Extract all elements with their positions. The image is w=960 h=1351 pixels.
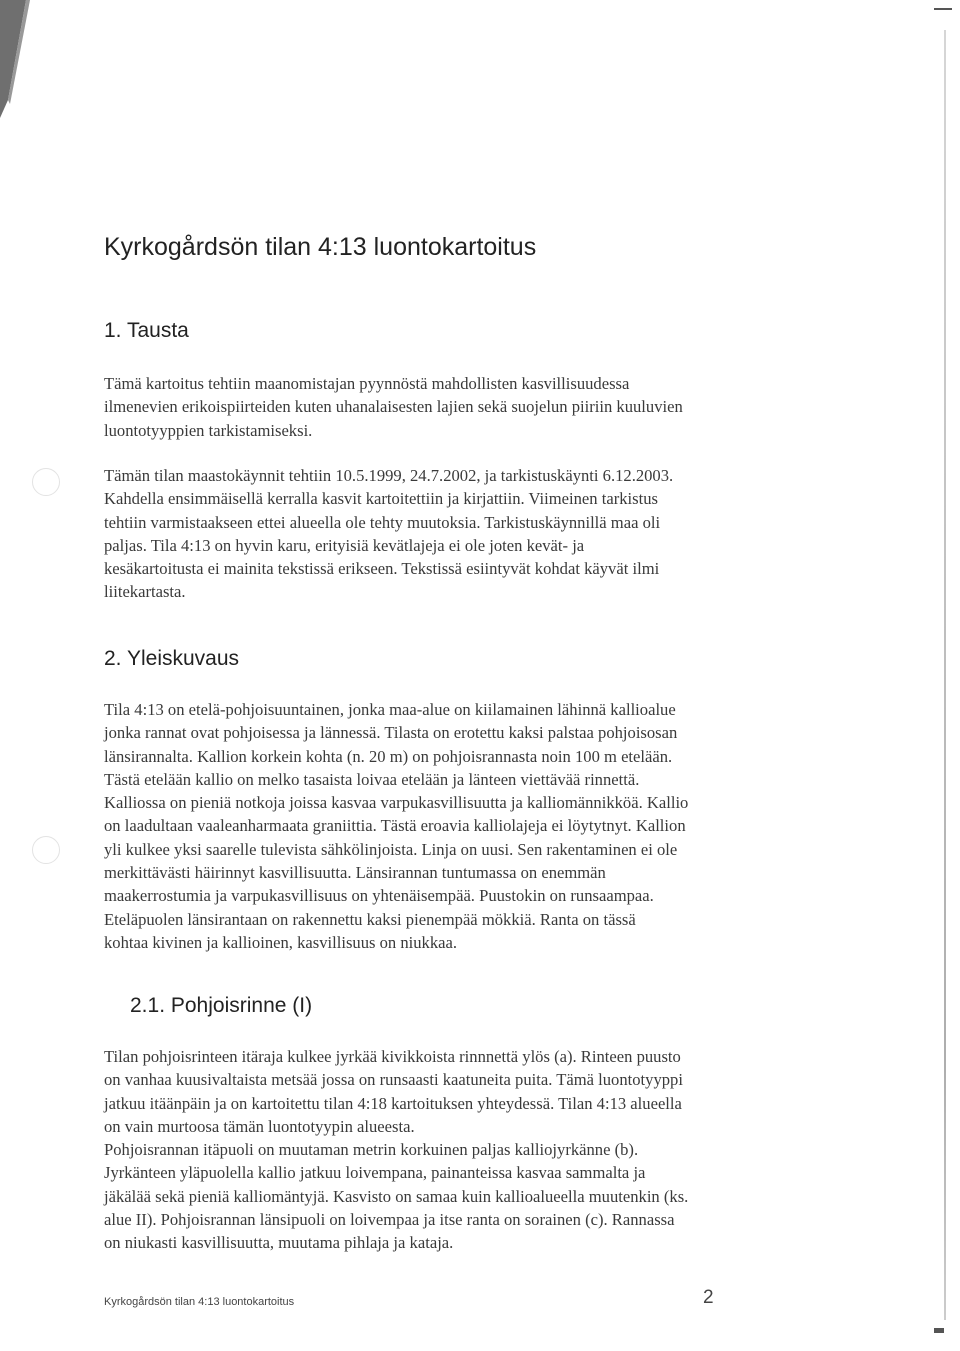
text-line: Eteläpuolen länsirantaan on rakennettu kaksi pienempää mökkiä. Ranta on tässä xyxy=(104,909,636,929)
text-line: on laadultaan vaaleanharmaata graniittia. Tästä eroavia kalliolajeja ei löytytnyt. Kallion xyxy=(104,816,686,836)
text-line: yli kulkee yksi saarelle tulevista sähkölinjoista. Linja on uusi. Sen rakentaminen ei ole xyxy=(104,839,678,859)
text-line: Pohjoisrannan itäpuoli on muutaman metrin korkuinen paljas kalliojyrkänne (b). xyxy=(104,1140,639,1160)
text-line: Tila 4:13 on etelä-pohjoisuuntainen, jonka maa-alue on kiilamainen lähinnä kallioalue xyxy=(104,700,676,719)
scan-mark xyxy=(934,8,952,10)
punch-hole xyxy=(32,836,60,864)
footer-title: Kyrkogårdsön tilan 4:13 luontokartoitus xyxy=(104,1296,295,1308)
text-line: Kalliossa on pieniä notkoja joissa kasvaa varpukasvillisuutta ja kalliomännikköä. Kallio xyxy=(104,793,689,813)
text-line: merkittävästi häirinnyt kasvillisuutta. Länsirannan tuntumassa on enemmän xyxy=(104,863,606,883)
text-line: jonka rannat ovat pohjoisessa ja lännessä. Tilasta on erotettu kaksi palstaa pohjoisosan xyxy=(104,723,678,743)
scan-corner-artifact xyxy=(0,0,60,120)
document-title: Kyrkogårdsön tilan 4:13 luontokartoitus xyxy=(104,233,537,261)
scan-mark xyxy=(934,1328,944,1333)
text-line: jatkuu itäänpäin ja on kartoitettu tilan 4:18 kartoituksen yhteydessä. Tilan 4:13 alueella xyxy=(104,1093,682,1113)
text-line: länsirannalta. Kallion korkein kohta (n. 20 m) on pohjoisrannasta noin 100 m etelään. xyxy=(104,746,673,766)
text-line: paljas. Tila 4:13 on hyvin karu, erityisiä kevätlajeja ei ole joten kevät- ja xyxy=(104,535,585,555)
text-line: alue II). Pohjoisrannan länsipuoli on loivempaa ja itse ranta on sorainen (c). Rannassa xyxy=(104,1210,675,1230)
text-line: on niukasti kasvillisuutta, muutama pihlaja ja kataja. xyxy=(104,1233,454,1253)
text-line: luontotyyppien tarkistamiseksi. xyxy=(104,420,313,440)
section-heading-tausta: 1. Tausta xyxy=(104,319,189,342)
paragraph-pohjoisrinne xyxy=(104,1045,784,1255)
text-line: kesäkartoitusta ei mainita tekstissä erikseen. Tekstissä esiintyvät kohdat käyvät ilmi xyxy=(104,559,660,579)
text-line: Tästä etelään kallio on melko tasaista loivaa etelään ja länteen viettävää rinnettä. xyxy=(104,769,640,789)
scan-edge-line xyxy=(944,30,946,1320)
text-line: Tämän tilan maastokäynnit tehtiin 10.5.1999, 24.7.2002, ja tarkistuskäynti 6.12.2003. xyxy=(104,466,674,485)
text-line: Tämä kartoitus tehtiin maanomistajan pyynnöstä mahdollisten kasvillisuudessa xyxy=(104,374,630,393)
text-line: on vain murtoosa tämän luontotyypin alueesta. xyxy=(104,1116,415,1136)
paragraph-yleiskuvaus xyxy=(104,698,784,954)
text-line: tehtiin varmistaakseen ettei alueella ole tehty muutoksia. Tarkistuskäynnillä maa oli xyxy=(104,512,661,532)
text-line: maakerrostumia ja varpukasvillisuus on yhtenäisempää. Puustokin on runsaampaa. xyxy=(104,886,654,906)
text-line: liitekartasta. xyxy=(104,582,186,602)
paragraph-tausta-2 xyxy=(104,464,784,604)
text-line: kohtaa kivinen ja kallioinen, kasvillisuus on niukkaa. xyxy=(104,932,458,952)
text-line: Tilan pohjoisrinteen itäraja kulkee jyrkää kivikkoista rinnnettä ylös (a). Rinteen puusto xyxy=(104,1047,681,1066)
section-heading-pohjoisrinne: 2.1. Pohjoisrinne (I) xyxy=(130,994,313,1017)
text-line: on vanhaa kuusivaltaista metsää jossa on runsaasti kaatuneita puita. Tämä luontotyyppi xyxy=(104,1070,683,1090)
text-line: Kahdella ensimmäisellä kerralla kasvit kartoitettiin ja kirjattiin. Viimeinen tarkistus xyxy=(104,489,658,509)
punch-hole xyxy=(32,468,60,496)
paragraph-tausta-1 xyxy=(104,372,784,442)
text-line: ilmenevien erikoispiirteiden kuten uhanalaisesten lajien sekä suojelun piiriin kuuluvien xyxy=(104,397,683,417)
text-line: jäkälää sekä pieniä kalliomäntyjä. Kasvisto on samaa kuin kallioalueella muutenkin (ks. xyxy=(104,1186,689,1206)
text-line: Jyrkänteen yläpuolella kallio jatkuu loivempana, painanteissa kasvaa sammalta ja xyxy=(104,1163,646,1183)
section-heading-yleiskuvaus: 2. Yleiskuvaus xyxy=(104,647,240,670)
page-number: 2 xyxy=(703,1287,714,1308)
